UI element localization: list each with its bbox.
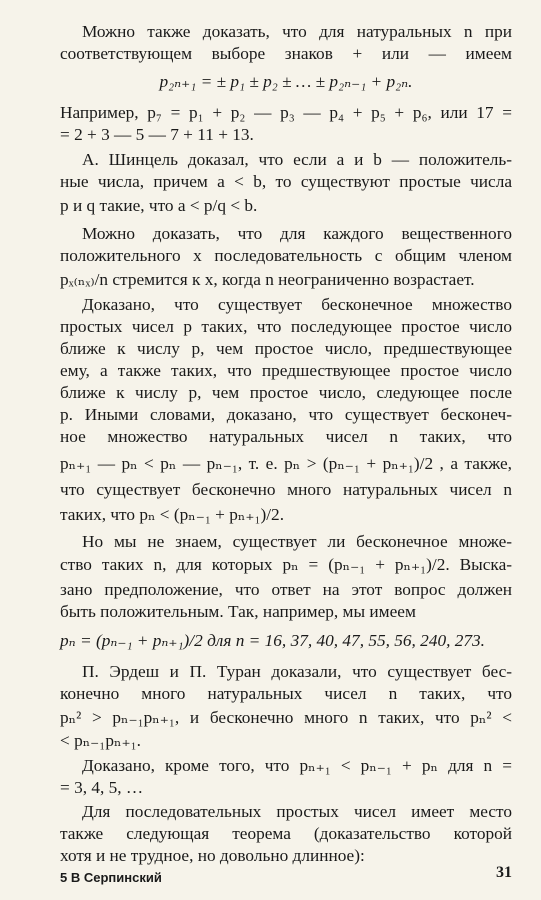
text-line: ближе к числу p, чем простое число, следующее после (60, 383, 512, 402)
page-number: 31 (496, 864, 512, 881)
printer-signature: 5 В Серпинский (60, 870, 162, 885)
text-line: ему, а также таких, что предшествующее простое число (60, 361, 512, 380)
text-line: Доказано, кроме того, что pₙ₊₁ < pₙ₋₁ + pₙ для n = (82, 756, 512, 775)
formula-line: p₂ₙ₊₁ = ± p₁ ± p₂ ± … ± p₂ₙ₋₁ + p₂ₙ. (159, 72, 413, 91)
text-line: что существует бесконечно много натуральных чисел n (60, 480, 512, 499)
text-line: А. Шинцель доказал, что если a и b — положитель- (82, 150, 512, 169)
text-line: положительного x последовательность с общим членом (60, 246, 512, 265)
text-line: простых чисел p таких, что последующее простое число (60, 317, 512, 336)
text-line: хотя и не трудное, но довольно длинное): (60, 846, 365, 865)
text-line: p и q такие, что a < p/q < b. (60, 196, 258, 215)
text-line: pₓ₍ₙₓ₎/n стремится к x, когда n неограниченно возрастает. (60, 270, 475, 289)
text-line: Например, p₇ = p₁ + p₂ — p₃ — p₄ + p₅ + p₆, или 17 = (60, 103, 512, 122)
text-line: ство таких n, для которых pₙ = (pₙ₋₁ + pₙ₊₁)/2. Выска- (60, 555, 512, 574)
text-line: = 2 + 3 — 5 — 7 + 11 + 13. (60, 125, 254, 144)
text-line: соответствующем выборе знаков + или — имеем (60, 44, 512, 63)
text-line: Можно также доказать, что для натуральных n при (82, 22, 512, 41)
text-line: П. Эрдеш и П. Туран доказали, что существует бес- (82, 662, 512, 681)
text-line: Для последовательных простых чисел имеет место (82, 802, 512, 821)
text-line: < pₙ₋₁pₙ₊₁. (60, 731, 141, 750)
text-line: быть положительным. Так, например, мы имеем (60, 602, 416, 621)
text-line: Доказано, что существует бесконечное множество (82, 295, 512, 314)
text-line: pₙ₊₁ — pₙ < pₙ — pₙ₋₁, т. е. pₙ > (pₙ₋₁ + pₙ₊₁)/2 , а также, (60, 454, 512, 473)
text-line: также следующая теорема (доказательство которой (60, 824, 512, 843)
text-line: ные числа, причем a < b, то существуют простые числа (60, 172, 512, 191)
text-line: = 3, 4, 5, … (60, 778, 144, 797)
text-line: Можно доказать, что для каждого вещественного (82, 224, 512, 243)
formula-line: pₙ = (pₙ₋₁ + pₙ₊₁)/2 для n = 16, 37, 40, 47, 55, 56, 240, 273. (60, 631, 485, 650)
text-line: ное множество натуральных чисел n таких, что (60, 427, 512, 446)
text-line: ближе к числу p, чем простое число, предшествующее (60, 339, 512, 358)
text-line: зано предположение, что ответ на этот вопрос должен (60, 580, 512, 599)
text-line: таких, что pₙ < (pₙ₋₁ + pₙ₊₁)/2. (60, 505, 285, 524)
text-line: pₙ² > pₙ₋₁pₙ₊₁, и бесконечно много n таких, что pₙ² < (60, 708, 512, 727)
text-line: Но мы не знаем, существует ли бесконечное множе- (82, 532, 512, 551)
text-line: конечно много натуральных чисел n таких, что (60, 684, 512, 703)
text-line: p. Иными словами, доказано, что существует бесконеч- (60, 405, 512, 424)
